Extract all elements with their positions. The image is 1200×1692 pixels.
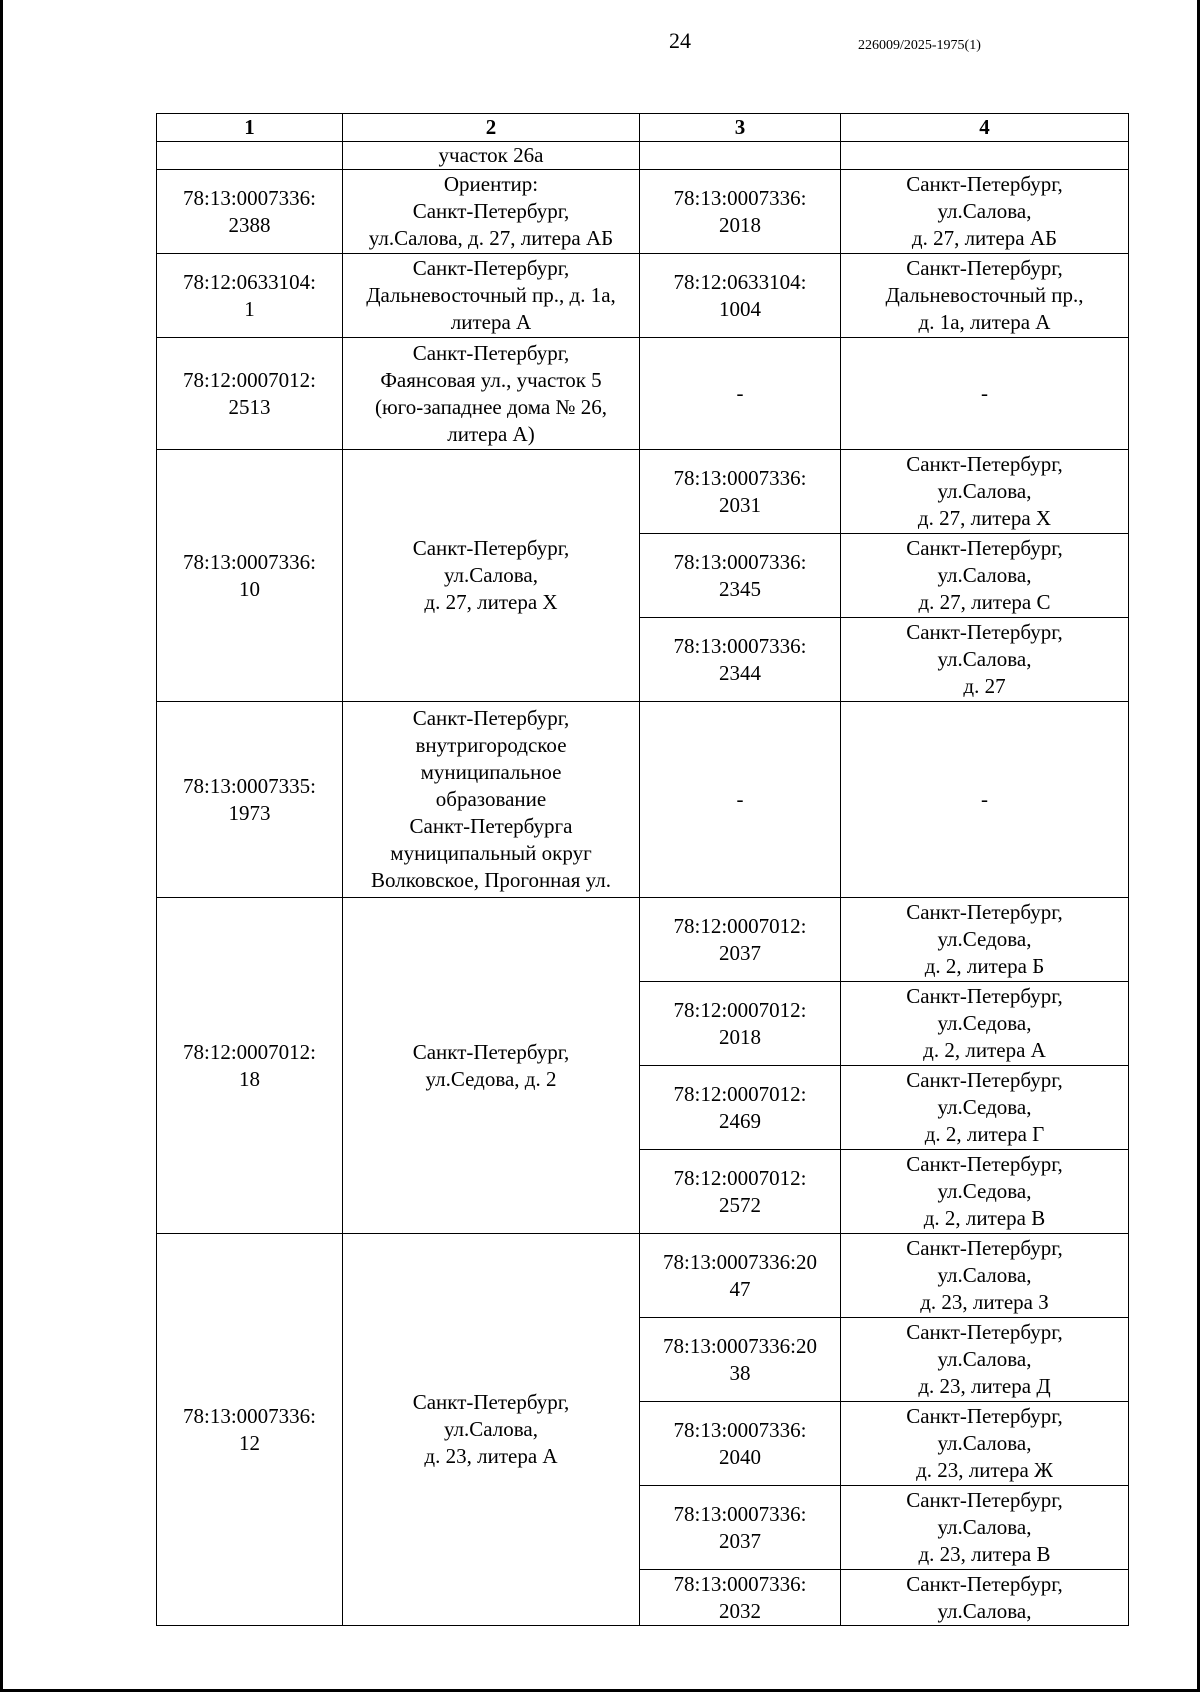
column-header-3: 3 [640, 114, 841, 142]
table-cell: 78:13:0007336: 2037 [640, 1486, 841, 1570]
table-cell: Санкт-Петербург, ул.Салова, д. 23, литера В [841, 1486, 1129, 1570]
table-cell: 78:13:0007336: 10 [157, 450, 343, 702]
table-cell: - [640, 702, 841, 898]
table-cell: Санкт-Петербург, ул.Салова, д. 27 [841, 618, 1129, 702]
table-row [157, 702, 1129, 898]
table-cell: Санкт-Петербург, ул.Салова, д. 27, литера Х [841, 450, 1129, 534]
table-row [157, 898, 1129, 982]
table-cell: 78:13:0007336: 2388 [157, 170, 343, 254]
table-cell: 78:13:0007335: 1973 [157, 702, 343, 898]
table-cell: Санкт-Петербург, ул.Салова, [841, 1570, 1129, 1626]
table-cell: участок 26а [343, 142, 640, 170]
table-row [157, 142, 1129, 170]
table-cell: Санкт-Петербург, ул.Салова, д. 23, литера Ж [841, 1402, 1129, 1486]
page-border-left [0, 0, 3, 1692]
table-cell: Санкт-Петербург, ул.Седова, д. 2, литера Б [841, 898, 1129, 982]
table-cell: 78:13:0007336: 2032 [640, 1570, 841, 1626]
table-cell: Санкт-Петербург, ул.Седова, д. 2 [343, 898, 640, 1234]
table-cell: 78:13:0007336: 2018 [640, 170, 841, 254]
table-cell: - [841, 702, 1129, 898]
table-cell: Санкт-Петербург, ул.Салова, д. 27, литера Х [343, 450, 640, 702]
table-cell: 78:13:0007336:20 47 [640, 1234, 841, 1318]
table-cell: 78:13:0007336: 2040 [640, 1402, 841, 1486]
table-cell: - [841, 338, 1129, 450]
document-code: 226009/2025-1975(1) [858, 38, 981, 53]
table-cell: 78:13:0007336:20 38 [640, 1318, 841, 1402]
table-cell: 78:12:0007012: 2513 [157, 338, 343, 450]
cadastral-table [156, 113, 1129, 1626]
table-cell: 78:12:0633104: 1 [157, 254, 343, 338]
table-cell: Санкт-Петербург, ул.Салова, д. 27, литера АБ [841, 170, 1129, 254]
table-row [157, 254, 1129, 338]
table-cell: Санкт-Петербург, ул.Седова, д. 2, литера В [841, 1150, 1129, 1234]
column-header-2: 2 [343, 114, 640, 142]
page-number: 24 [669, 28, 691, 53]
table-cell: Санкт-Петербург, ул.Салова, д. 23, литера З [841, 1234, 1129, 1318]
column-header-1: 1 [157, 114, 343, 142]
table-header-row [157, 114, 1129, 142]
table-cell: Санкт-Петербург, ул.Седова, д. 2, литера Г [841, 1066, 1129, 1150]
table-row [157, 338, 1129, 450]
table-cell: 78:12:0007012: 18 [157, 898, 343, 1234]
table-cell: Санкт-Петербург, Дальневосточный пр., д. 1а, литера А [841, 254, 1129, 338]
table-row [157, 1234, 1129, 1318]
table-cell: Санкт-Петербург, ул.Седова, д. 2, литера А [841, 982, 1129, 1066]
table-cell: 78:12:0007012: 2572 [640, 1150, 841, 1234]
table-cell: 78:12:0007012: 2037 [640, 898, 841, 982]
column-header-4: 4 [841, 114, 1129, 142]
table-cell: Санкт-Петербург, Фаянсовая ул., участок 5 (юго-западнее дома № 26, литера А) [343, 338, 640, 450]
table-cell: Санкт-Петербург, Дальневосточный пр., д. 1а, литера А [343, 254, 640, 338]
table-cell: Санкт-Петербург, ул.Салова, д. 23, литера А [343, 1234, 640, 1626]
table-cell: Ориентир: Санкт-Петербург, ул.Салова, д. 27, литера АБ [343, 170, 640, 254]
table-cell: - [640, 338, 841, 450]
table-cell: Санкт-Петербург, ул.Салова, д. 23, литера Д [841, 1318, 1129, 1402]
table-cell: 78:12:0633104: 1004 [640, 254, 841, 338]
table-cell [157, 142, 343, 170]
table-cell: Санкт-Петербург, ул.Салова, д. 27, литера С [841, 534, 1129, 618]
table-cell: 78:12:0007012: 2469 [640, 1066, 841, 1150]
table-cell: 78:13:0007336: 12 [157, 1234, 343, 1626]
table-cell: 78:12:0007012: 2018 [640, 982, 841, 1066]
table-cell [640, 142, 841, 170]
table-cell: 78:13:0007336: 2031 [640, 450, 841, 534]
table-cell [841, 142, 1129, 170]
table-row [157, 450, 1129, 534]
table-row [157, 170, 1129, 254]
table-cell: Санкт-Петербург, внутригородское муниципальное образование Санкт-Петербурга муниципальный округ Волковское, Прогонная ул. [343, 702, 640, 898]
table-cell: 78:13:0007336: 2344 [640, 618, 841, 702]
table-cell: 78:13:0007336: 2345 [640, 534, 841, 618]
